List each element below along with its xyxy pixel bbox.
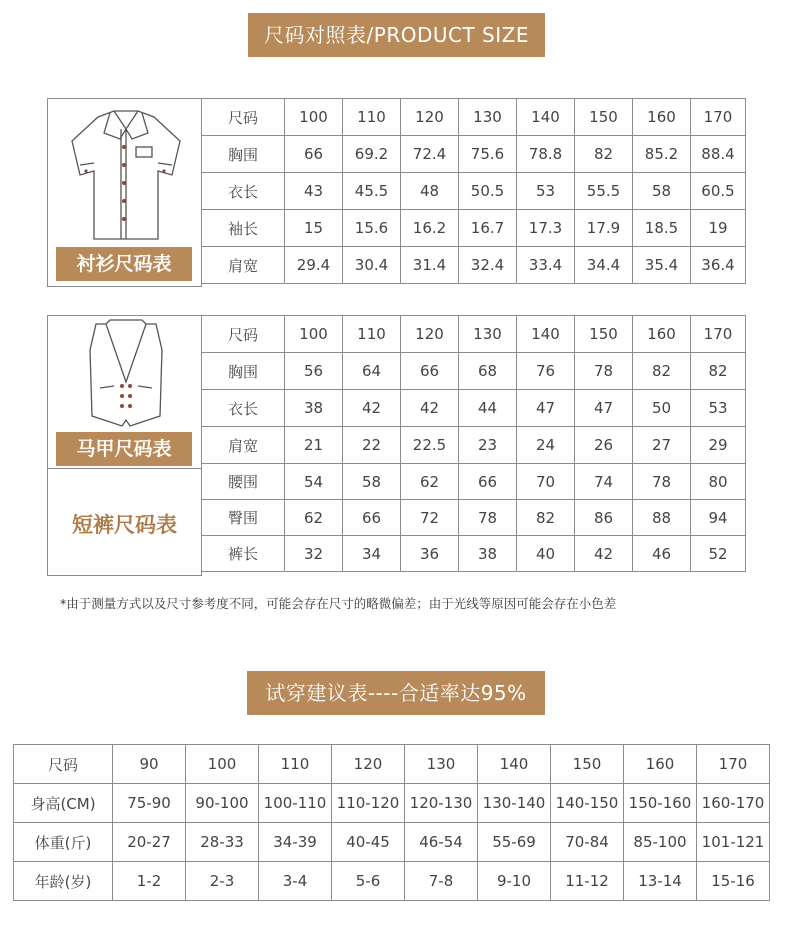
table-cell: 120 bbox=[401, 316, 459, 353]
measurement-note: *由于测量方式以及尺寸参考度不同，可能会存在尺寸的略微偏差；由于光线等原因可能会存在小色差 bbox=[60, 596, 617, 611]
table-cell: 101-121 bbox=[697, 823, 770, 862]
table-cell: 48 bbox=[401, 173, 459, 210]
table-cell: 130 bbox=[459, 316, 517, 353]
table-cell: 42 bbox=[343, 390, 401, 427]
table-cell: 56 bbox=[285, 353, 343, 390]
table-row bbox=[202, 99, 746, 136]
row-header: 裤长 bbox=[202, 536, 285, 572]
table-row bbox=[202, 500, 746, 536]
table-cell: 55.5 bbox=[575, 173, 633, 210]
table-cell: 72 bbox=[401, 500, 459, 536]
table-row bbox=[14, 784, 770, 823]
table-cell: 42 bbox=[575, 536, 633, 572]
table-row bbox=[202, 427, 746, 464]
vest-shorts-size-table bbox=[201, 315, 746, 572]
vest-icon bbox=[48, 316, 201, 428]
table-cell: 80 bbox=[691, 464, 746, 500]
table-cell: 74 bbox=[575, 464, 633, 500]
table-cell: 66 bbox=[285, 136, 343, 173]
vest-label: 马甲尺码表 bbox=[56, 432, 192, 466]
table-row bbox=[14, 862, 770, 901]
table-cell: 11-12 bbox=[551, 862, 624, 901]
table-cell: 2-3 bbox=[186, 862, 259, 901]
table-cell: 82 bbox=[691, 353, 746, 390]
table-cell: 34.4 bbox=[575, 247, 633, 284]
table-cell: 110-120 bbox=[332, 784, 405, 823]
table-cell: 82 bbox=[575, 136, 633, 173]
fit-table bbox=[13, 744, 770, 901]
table-cell: 54 bbox=[285, 464, 343, 500]
table-cell: 130 bbox=[405, 745, 478, 784]
shirt-image-cell bbox=[47, 98, 202, 287]
table-cell: 58 bbox=[633, 173, 691, 210]
row-header: 年龄(岁) bbox=[14, 862, 113, 901]
table-cell: 110 bbox=[343, 316, 401, 353]
table-cell: 100 bbox=[285, 316, 343, 353]
table-cell: 100 bbox=[285, 99, 343, 136]
table-cell: 140 bbox=[517, 316, 575, 353]
table-cell: 82 bbox=[517, 500, 575, 536]
table-cell: 76 bbox=[517, 353, 575, 390]
table-cell: 88 bbox=[633, 500, 691, 536]
table-cell: 53 bbox=[691, 390, 746, 427]
table-cell: 78 bbox=[459, 500, 517, 536]
table-cell: 34 bbox=[343, 536, 401, 572]
table-row bbox=[202, 464, 746, 500]
table-cell: 160 bbox=[624, 745, 697, 784]
table-cell: 120 bbox=[332, 745, 405, 784]
table-cell: 78.8 bbox=[517, 136, 575, 173]
table-cell: 17.9 bbox=[575, 210, 633, 247]
shorts-label-cell bbox=[47, 468, 202, 576]
table-cell: 40-45 bbox=[332, 823, 405, 862]
table-cell: 32.4 bbox=[459, 247, 517, 284]
table-cell: 29.4 bbox=[285, 247, 343, 284]
table-cell: 40 bbox=[517, 536, 575, 572]
table-cell: 17.3 bbox=[517, 210, 575, 247]
table-cell: 75-90 bbox=[113, 784, 186, 823]
shorts-label: 短裤尺码表 bbox=[72, 513, 177, 537]
table-cell: 82 bbox=[633, 353, 691, 390]
row-header: 衣长 bbox=[202, 390, 285, 427]
table-row bbox=[202, 210, 746, 247]
table-cell: 170 bbox=[691, 99, 746, 136]
row-header: 臀围 bbox=[202, 500, 285, 536]
table-cell: 90-100 bbox=[186, 784, 259, 823]
table-cell: 16.7 bbox=[459, 210, 517, 247]
shirt-icon bbox=[48, 99, 201, 249]
table-cell: 42 bbox=[401, 390, 459, 427]
table-cell: 140 bbox=[478, 745, 551, 784]
table-cell: 60.5 bbox=[691, 173, 746, 210]
table-cell: 20-27 bbox=[113, 823, 186, 862]
table-cell: 47 bbox=[575, 390, 633, 427]
table-cell: 66 bbox=[401, 353, 459, 390]
table-cell: 120 bbox=[401, 99, 459, 136]
table-cell: 27 bbox=[633, 427, 691, 464]
row-header: 肩宽 bbox=[202, 247, 285, 284]
table-cell: 15.6 bbox=[343, 210, 401, 247]
table-cell: 140 bbox=[517, 99, 575, 136]
table-cell: 33.4 bbox=[517, 247, 575, 284]
table-cell: 22 bbox=[343, 427, 401, 464]
table-cell: 22.5 bbox=[401, 427, 459, 464]
table-cell: 160 bbox=[633, 99, 691, 136]
table-cell: 100-110 bbox=[259, 784, 332, 823]
table-cell: 86 bbox=[575, 500, 633, 536]
table-cell: 75.6 bbox=[459, 136, 517, 173]
table-row bbox=[14, 823, 770, 862]
table-cell: 58 bbox=[343, 464, 401, 500]
table-cell: 150 bbox=[551, 745, 624, 784]
table-cell: 160 bbox=[633, 316, 691, 353]
table-cell: 85.2 bbox=[633, 136, 691, 173]
table-cell: 26 bbox=[575, 427, 633, 464]
table-cell: 34-39 bbox=[259, 823, 332, 862]
table-cell: 120-130 bbox=[405, 784, 478, 823]
table-cell: 43 bbox=[285, 173, 343, 210]
table-cell: 44 bbox=[459, 390, 517, 427]
table-cell: 64 bbox=[343, 353, 401, 390]
table-cell: 46 bbox=[633, 536, 691, 572]
table-cell: 160-170 bbox=[697, 784, 770, 823]
table-cell: 21 bbox=[285, 427, 343, 464]
table-cell: 100 bbox=[186, 745, 259, 784]
table-cell: 1-2 bbox=[113, 862, 186, 901]
table-cell: 36 bbox=[401, 536, 459, 572]
table-cell: 170 bbox=[697, 745, 770, 784]
table-row bbox=[14, 745, 770, 784]
table-row bbox=[202, 536, 746, 572]
table-row bbox=[202, 316, 746, 353]
row-header: 身高(CM) bbox=[14, 784, 113, 823]
row-header: 袖长 bbox=[202, 210, 285, 247]
table-cell: 15-16 bbox=[697, 862, 770, 901]
shirt-size-table bbox=[201, 98, 746, 284]
table-cell: 70-84 bbox=[551, 823, 624, 862]
table-cell: 38 bbox=[459, 536, 517, 572]
table-cell: 90 bbox=[113, 745, 186, 784]
table-cell: 46-54 bbox=[405, 823, 478, 862]
table-cell: 69.2 bbox=[343, 136, 401, 173]
table-cell: 50.5 bbox=[459, 173, 517, 210]
table-cell: 32 bbox=[285, 536, 343, 572]
table-cell: 3-4 bbox=[259, 862, 332, 901]
table-cell: 24 bbox=[517, 427, 575, 464]
row-header: 尺码 bbox=[14, 745, 113, 784]
table-cell: 110 bbox=[259, 745, 332, 784]
table-cell: 31.4 bbox=[401, 247, 459, 284]
table-cell: 47 bbox=[517, 390, 575, 427]
shirt-label: 衬衫尺码表 bbox=[56, 247, 192, 281]
table-cell: 16.2 bbox=[401, 210, 459, 247]
table-cell: 150 bbox=[575, 316, 633, 353]
table-cell: 13-14 bbox=[624, 862, 697, 901]
table-cell: 19 bbox=[691, 210, 746, 247]
table-cell: 50 bbox=[633, 390, 691, 427]
table-cell: 66 bbox=[459, 464, 517, 500]
table-cell: 7-8 bbox=[405, 862, 478, 901]
table-cell: 140-150 bbox=[551, 784, 624, 823]
table-cell: 53 bbox=[517, 173, 575, 210]
table-row bbox=[202, 173, 746, 210]
table-cell: 130 bbox=[459, 99, 517, 136]
table-cell: 5-6 bbox=[332, 862, 405, 901]
row-header: 衣长 bbox=[202, 173, 285, 210]
table-cell: 18.5 bbox=[633, 210, 691, 247]
table-cell: 29 bbox=[691, 427, 746, 464]
row-header: 体重(斤) bbox=[14, 823, 113, 862]
table-cell: 23 bbox=[459, 427, 517, 464]
table-cell: 62 bbox=[401, 464, 459, 500]
row-header: 尺码 bbox=[202, 316, 285, 353]
table-cell: 85-100 bbox=[624, 823, 697, 862]
row-header: 胸围 bbox=[202, 353, 285, 390]
table-cell: 15 bbox=[285, 210, 343, 247]
table-cell: 72.4 bbox=[401, 136, 459, 173]
table-cell: 45.5 bbox=[343, 173, 401, 210]
table-cell: 150-160 bbox=[624, 784, 697, 823]
row-header: 胸围 bbox=[202, 136, 285, 173]
table-cell: 170 bbox=[691, 316, 746, 353]
table-cell: 38 bbox=[285, 390, 343, 427]
table-cell: 66 bbox=[343, 500, 401, 536]
table-cell: 94 bbox=[691, 500, 746, 536]
table-cell: 52 bbox=[691, 536, 746, 572]
table-cell: 78 bbox=[633, 464, 691, 500]
table-cell: 88.4 bbox=[691, 136, 746, 173]
table-cell: 36.4 bbox=[691, 247, 746, 284]
table-cell: 130-140 bbox=[478, 784, 551, 823]
table-cell: 28-33 bbox=[186, 823, 259, 862]
table-cell: 9-10 bbox=[478, 862, 551, 901]
size-chart-title: 尺码对照表/PRODUCT SIZE bbox=[248, 13, 545, 57]
table-cell: 68 bbox=[459, 353, 517, 390]
table-cell: 30.4 bbox=[343, 247, 401, 284]
row-header: 腰围 bbox=[202, 464, 285, 500]
row-header: 肩宽 bbox=[202, 427, 285, 464]
fit-chart-title: 试穿建议表----合适率达95% bbox=[247, 671, 545, 715]
table-row bbox=[202, 247, 746, 284]
vest-image-cell bbox=[47, 315, 202, 469]
table-cell: 150 bbox=[575, 99, 633, 136]
table-row bbox=[202, 136, 746, 173]
table-cell: 110 bbox=[343, 99, 401, 136]
table-cell: 70 bbox=[517, 464, 575, 500]
table-cell: 55-69 bbox=[478, 823, 551, 862]
table-row bbox=[202, 390, 746, 427]
table-cell: 78 bbox=[575, 353, 633, 390]
table-row bbox=[202, 353, 746, 390]
table-cell: 35.4 bbox=[633, 247, 691, 284]
table-cell: 62 bbox=[285, 500, 343, 536]
row-header: 尺码 bbox=[202, 99, 285, 136]
